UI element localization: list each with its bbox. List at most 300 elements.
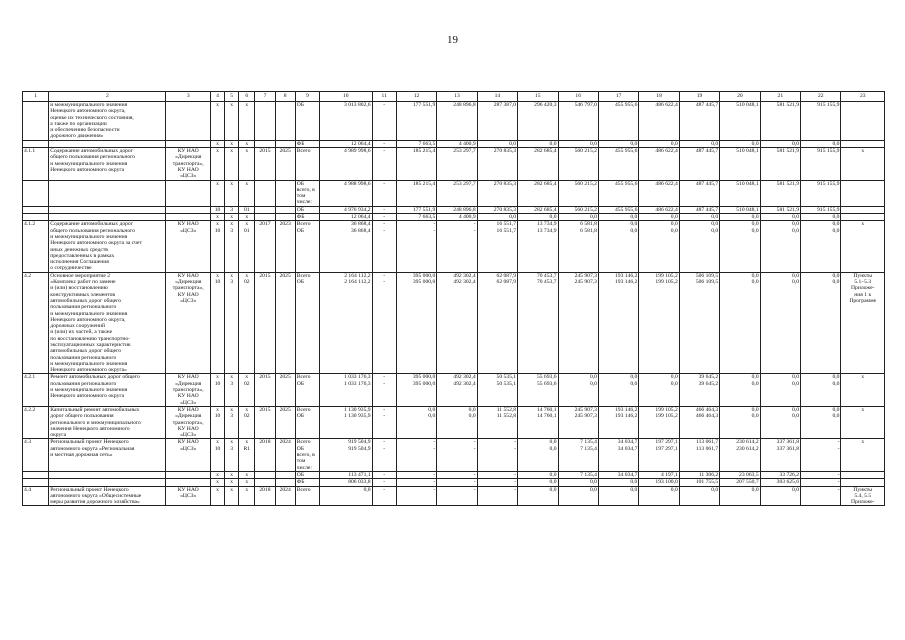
cell-c11: - [372,471,396,478]
cell-c6: x [239,471,255,478]
cell-total: 12 064,4 [320,140,373,147]
cell-y16: 245 907,3 245 907,3 [558,272,598,374]
cell-c6: x [239,214,255,221]
cell-y17: 0,0 0,0 [598,221,638,272]
cell-num: 4.1.2 [23,221,49,272]
cell-y17: 193 146,2 193 146,2 [598,272,638,374]
cell-y18: 199 105,2 199 105,2 [639,272,679,374]
cell-y15: 282 685,4 [518,180,558,206]
cell-num [23,479,49,486]
cell-src: ОБ [295,206,319,213]
column-header: 3 [166,92,210,102]
cell-y14: 11 552,8 11 552,8 [477,406,517,438]
table-row [23,471,885,478]
cell-exec: КУ НАО «Дирекция транспорта», КУ НАО «ЦСЗ» [166,406,210,438]
column-header: 17 [598,92,638,102]
table-row [23,479,885,486]
cell-c4: x [210,479,224,486]
cell-note: x [841,406,885,438]
cell-total: 1 130 935,9 1 130 935,9 [320,406,373,438]
cell-y15: 14 760,1 14 760,1 [518,406,558,438]
cell-c7 [255,102,275,141]
cell-c7 [255,214,275,221]
cell-y18: 486 622,4 [639,180,679,206]
cell-y17: 0,0 [598,479,638,486]
cell-y16: 0,0 [558,140,598,147]
cell-y20: 510 048,1 [720,206,760,213]
cell-c8 [275,180,295,206]
cell-y18: 4 197,1 [639,471,679,478]
cell-name [49,471,166,478]
cell-c11: - [372,479,396,486]
cell-c6: x [239,180,255,206]
cell-c11: - - [372,439,396,471]
cell-total: 113 471,1 [320,471,373,478]
cell-note [841,206,885,213]
cell-y12: 7 663,5 [396,140,436,147]
cell-c7 [255,479,275,486]
cell-y12: - [396,479,436,486]
cell-c5: x 3 [225,439,239,471]
cell-y12: 185 215,4 [396,180,436,206]
cell-y18: 486 622,4 [639,102,679,141]
cell-c5: x 3 [225,272,239,374]
cell-c7: 2015 [255,148,275,180]
cell-c6: x 02 [239,374,255,406]
cell-y16: 0,0 [558,479,598,486]
cell-y19: 39 645,2 39 645,2 [679,374,719,406]
cell-num [23,471,49,478]
cell-src: Всего ОБ [295,406,319,438]
cell-note [841,214,885,221]
cell-y18: 0,0 0,0 [639,374,679,406]
cell-y15: 0,0 [518,479,558,486]
cell-c4: x 10 [210,374,224,406]
cell-y16: 0,0 [558,486,598,506]
cell-y21: 0,0 0,0 [760,272,800,374]
cell-y21: 581 521,9 [760,206,800,213]
table-row [23,148,885,180]
cell-num: 4.2 [23,272,49,374]
cell-y13: - - [437,221,477,272]
cell-y22: 0,0 0,0 [801,221,841,272]
cell-name: Основное мероприятие 2 «Комплекс работ по замене и (или) восстановлению конструктивных элементов автомобильных дорог общего пользования регионального и межмуниципального значения Ненецкого автономного округа, дорожных сооружений и (или) их частей, а также по восстановлению транспортно- эксплуатационных характеристик автомобильных дорог общего пользования регионального и межмуниципального значения Ненецкого автономного округа» [49,272,166,374]
cell-c4: x [210,214,224,221]
cell-num: 4.3 [23,439,49,471]
column-header: 6 [239,92,255,102]
cell-y14: 270 835,3 [477,148,517,180]
cell-src: ФБ [295,214,319,221]
cell-name [49,479,166,486]
cell-y20: 23 063,5 [720,471,760,478]
cell-exec: КУ НАО «ЦСЗ» [166,439,210,471]
cell-y13: - [437,479,477,486]
cell-c11: - [372,140,396,147]
cell-c6: x [239,102,255,141]
cell-name [49,206,166,213]
cell-c8: 2025 [275,406,295,438]
table-row [23,486,885,506]
cell-y20: 0,0 0,0 [720,272,760,374]
cell-y18: 0,0 [639,214,679,221]
cell-c6: x [239,140,255,147]
cell-y12: 185 215,4 [396,148,436,180]
cell-c8 [275,214,295,221]
cell-y20: 510 048,1 [720,148,760,180]
cell-c8: 2025 [275,148,295,180]
cell-y17: 34 034,7 34 034,7 [598,439,638,471]
column-header: 8 [275,92,295,102]
cell-exec: КУ НАО «Дирекция транспорта», КУ НАО «ЦСЗ» [166,148,210,180]
cell-y18: 0,0 [639,140,679,147]
cell-y20: 0,0 0,0 [720,406,760,438]
cell-c4: x [210,148,224,180]
cell-total: 1 033 176,3 1 033 176,3 [320,374,373,406]
cell-y19: 101 755,5 [679,479,719,486]
cell-exec: КУ НАО «ЦСЗ» [166,221,210,272]
cell-num: 4.2.2 [23,406,49,438]
column-header: 20 [720,92,760,102]
cell-exec: КУ НАО «Дирекция транспорта», КУ НАО «ЦСЗ» [166,374,210,406]
cell-name [49,214,166,221]
cell-y17: 0,0 [598,140,638,147]
cell-c5: x [225,102,239,141]
cell-y17: 0,0 [598,214,638,221]
column-header: 1 [23,92,49,102]
cell-note [841,471,885,478]
cell-y20: 0,0 [720,486,760,506]
cell-y19: 113 061,7 113 061,7 [679,439,719,471]
cell-note [841,102,885,141]
cell-src: ОБ [295,102,319,141]
cell-y12: - - [396,439,436,471]
cell-y14: - - [477,439,517,471]
cell-y22: 0,0 0,0 [801,374,841,406]
cell-y15: 282 685,4 [518,206,558,213]
cell-name: Содержание автомобильных дорог общего пользования регионального и межмуниципального значения Ненецкого автономного округа за счет иных денежных средств предоставленных в рамках исполнения Соглашения о сотрудничестве [49,221,166,272]
cell-c11: - [372,180,396,206]
cell-src: Всего [295,148,319,180]
cell-y15: 0,0 [518,486,558,506]
column-header: 23 [841,92,885,102]
page-number: 19 [447,34,458,46]
cell-y18: 197 297,1 197 297,1 [639,439,679,471]
column-header: 21 [760,92,800,102]
cell-c5: x 3 [225,374,239,406]
cell-exec [166,479,210,486]
cell-c7 [255,206,275,213]
cell-c8 [275,102,295,141]
table-row [23,374,885,406]
cell-y21: 0,0 [760,140,800,147]
cell-c5: x [225,140,239,147]
cell-y15: 0,0 [518,214,558,221]
cell-y16: 546 797,0 [558,102,598,141]
cell-name: Содержание автомобильных дорог общего пользования регионального и межмуниципального значения Ненецкого автономного округа [49,148,166,180]
column-header: 4 [210,92,224,102]
cell-y13: 248 896,8 [437,206,477,213]
column-header: 10 [320,92,373,102]
cell-y14: 50 535,1 50 535,1 [477,374,517,406]
cell-y13: - [437,471,477,478]
cell-total: 12 064,4 [320,214,373,221]
cell-num [23,180,49,206]
cell-y19: 0,0 0,0 [679,221,719,272]
cell-c5: x [225,180,239,206]
cell-src: ОБ [295,471,319,478]
cell-c8 [275,140,295,147]
header-row [23,92,885,102]
cell-y18: 199 105,2 199 105,2 [639,406,679,438]
cell-num: 4.2.1 [23,374,49,406]
cell-y21: 0,0 0,0 [760,221,800,272]
cell-y22: - - [801,439,841,471]
cell-c11: - [372,148,396,180]
cell-y19: 0,0 [679,140,719,147]
cell-y13: 492 302,4 492 302,4 [437,374,477,406]
table-row [23,140,885,147]
column-header: 18 [639,92,679,102]
cell-c5: x 3 [225,221,239,272]
cell-name [49,140,166,147]
cell-y22: 915 155,9 [801,148,841,180]
column-header: 22 [801,92,841,102]
cell-note: Пункты 5.1–5.3 Приложе- ния 1 к Программе [841,272,885,374]
cell-c6: x 02 [239,272,255,374]
cell-c4: 10 [210,206,224,213]
cell-c11: - [372,486,396,506]
cell-y12: - [396,471,436,478]
cell-c8: 2024 [275,486,295,506]
cell-note: x [841,221,885,272]
cell-y22: 0,0 [801,214,841,221]
cell-c7: 2015 [255,374,275,406]
cell-c6: 01 [239,206,255,213]
column-header: 15 [518,92,558,102]
cell-y20: 510 048,1 [720,180,760,206]
cell-y13: 253 297,7 [437,148,477,180]
cell-exec: КУ НАО «Дирекция транспорта», КУ НАО «ЦСЗ» [166,272,210,374]
table-row [23,206,885,213]
cell-c6: x 01 [239,221,255,272]
cell-total: 0,0 [320,486,373,506]
cell-c11: - - [372,272,396,374]
cell-y15: 0,0 [518,471,558,478]
column-header: 5 [225,92,239,102]
cell-y13: 4 400,9 [437,140,477,147]
cell-note: x [841,374,885,406]
cell-y14: 270 835,3 [477,206,517,213]
cell-y21: 33 726,2 [760,471,800,478]
cell-c4: x [210,140,224,147]
cell-y15: 282 685,4 [518,148,558,180]
cell-c8 [275,471,295,478]
cell-note: x [841,439,885,471]
cell-y16: 245 907,3 245 907,3 [558,406,598,438]
cell-y13: 248 896,8 [437,102,477,141]
cell-y14: - [477,471,517,478]
cell-name: Капитальный ремонт автомобильных дорог общего пользования регионального и межмуниципального значения Ненецкого автономного округа [49,406,166,438]
cell-src: ФБ [295,479,319,486]
cell-y20: 0,0 0,0 [720,374,760,406]
cell-src: Всего ОБ [295,272,319,374]
cell-y17: 455 955,6 [598,102,638,141]
cell-exec [166,471,210,478]
cell-c6: x R1 [239,439,255,471]
table-row [23,180,885,206]
cell-c4: x 10 [210,272,224,374]
cell-src: ФБ [295,140,319,147]
cell-c7: 2015 [255,406,275,438]
cell-y13: 4 400,9 [437,214,477,221]
cell-y22: 0,0 [801,140,841,147]
cell-name: и межмуниципального значения Ненецкого автономного округа, оценке их технического состояния, а также по организации и обеспечению безопасности дорожного движения» [49,102,166,141]
cell-src: ОБ всего, в том числе: [295,180,319,206]
cell-total: 919 504,9 919 504,9 [320,439,373,471]
cell-c4: x [210,471,224,478]
cell-y20: 510 048,1 [720,102,760,141]
cell-y19: 487 445,7 [679,206,719,213]
cell-c4: x [210,486,224,506]
cell-exec [166,180,210,206]
cell-name [49,180,166,206]
table-row [23,272,885,374]
cell-num [23,140,49,147]
cell-total: 2 164 112,2 2 164 112,2 [320,272,373,374]
cell-y14: 270 835,3 [477,180,517,206]
cell-y19: 0,0 [679,486,719,506]
cell-c7: 2017 [255,221,275,272]
cell-src: Всего ОБ [295,374,319,406]
cell-c6: x [239,486,255,506]
cell-y22: - [801,479,841,486]
column-header: 19 [679,92,719,102]
cell-num [23,102,49,141]
cell-c6: x 02 [239,406,255,438]
cell-y21: 303 625,6 [760,479,800,486]
cell-y18: 486 622,4 [639,206,679,213]
cell-y20: 207 550,7 [720,479,760,486]
cell-y14: 0,0 [477,140,517,147]
cell-y16: 7 135,4 [558,471,598,478]
cell-y12: - [396,486,436,506]
cell-c6: x [239,148,255,180]
cell-c4: x 10 [210,439,224,471]
cell-y22: - [801,486,841,506]
cell-c8: 2025 [275,374,295,406]
table-body [23,92,885,506]
cell-y19: 466 464,3 466 464,3 [679,406,719,438]
cell-total: 4 989 998,6 [320,148,373,180]
cell-y22: 0,0 0,0 [801,406,841,438]
table-row [23,214,885,221]
cell-y16: 560 215,2 [558,206,598,213]
cell-total: 4 976 934,2 [320,206,373,213]
cell-exec [166,214,210,221]
cell-num [23,206,49,213]
cell-y20: 0,0 [720,140,760,147]
cell-y13: - [437,486,477,506]
cell-c8: 2025 [275,272,295,374]
cell-y12: - - [396,221,436,272]
cell-c11: - - [372,221,396,272]
cell-name: Ремонт автомобильных дорог общего пользования регионального и межмуниципального значения Ненецкого автономного округа [49,374,166,406]
cell-y16: 560 215,2 [558,180,598,206]
cell-y17: 455 955,6 [598,180,638,206]
cell-y16: 0,0 [558,214,598,221]
cell-c8: 2023 [275,221,295,272]
cell-y22: 0,0 0,0 [801,272,841,374]
cell-y17: 193 146,2 193 146,2 [598,406,638,438]
table-row [23,102,885,141]
cell-y20: 0,0 [720,214,760,221]
cell-y15: 296 420,3 [518,102,558,141]
cell-c8 [275,206,295,213]
cell-c4: x [210,102,224,141]
cell-y18: 193 100,0 [639,479,679,486]
table-row [23,406,885,438]
cell-y21: 581 521,9 [760,180,800,206]
cell-y14: 0,0 [477,214,517,221]
cell-y17: 34 034,7 [598,471,638,478]
cell-y12: 395 000,0 395 000,0 [396,272,436,374]
table-row [23,439,885,471]
cell-y18: 486 622,4 [639,148,679,180]
cell-c7 [255,180,275,206]
cell-total: 3 013 802,6 [320,102,373,141]
cell-num: 4.4 [23,486,49,506]
cell-exec [166,206,210,213]
cell-y17: 0,0 [598,486,638,506]
cell-y19: 0,0 [679,214,719,221]
cell-y19: 11 306,2 [679,471,719,478]
cell-y13: 0,0 0,0 [437,406,477,438]
cell-y12: 395 000,0 395 000,0 [396,374,436,406]
cell-note [841,140,885,147]
cell-y14: - [477,479,517,486]
column-header: 16 [558,92,598,102]
cell-y22: 915 155,9 [801,180,841,206]
cell-exec [166,102,210,141]
cell-c5: 3 [225,206,239,213]
cell-y18: 0,0 0,0 [639,221,679,272]
column-header: 2 [49,92,166,102]
cell-c4: x 10 [210,221,224,272]
cell-c8: 2024 [275,439,295,471]
cell-y21: 581 521,9 [760,148,800,180]
column-header: 13 [437,92,477,102]
cell-total: 4 988 998,6 [320,180,373,206]
column-header: 11 [372,92,396,102]
cell-src: Всего ОБ всего, в том числе: [295,439,319,471]
cell-exec [166,140,210,147]
budget-table [22,91,885,506]
cell-y15: 55 693,6 55 693,6 [518,374,558,406]
cell-c4: x [210,180,224,206]
cell-y21: 0,0 0,0 [760,374,800,406]
cell-src: Всего ОБ [295,221,319,272]
cell-y16: 7 135,4 7 135,4 [558,439,598,471]
cell-c5: x [225,471,239,478]
cell-exec: КУ НАО «ЦСЗ» [166,486,210,506]
cell-y16: 560 215,2 [558,148,598,180]
cell-c11: - [372,102,396,141]
cell-c7: 2018 [255,486,275,506]
cell-y21: 337 361,8 337 361,8 [760,439,800,471]
cell-y17: 455 955,6 [598,206,638,213]
cell-y21: 0,0 [760,214,800,221]
cell-y21: 581 521,9 [760,102,800,141]
